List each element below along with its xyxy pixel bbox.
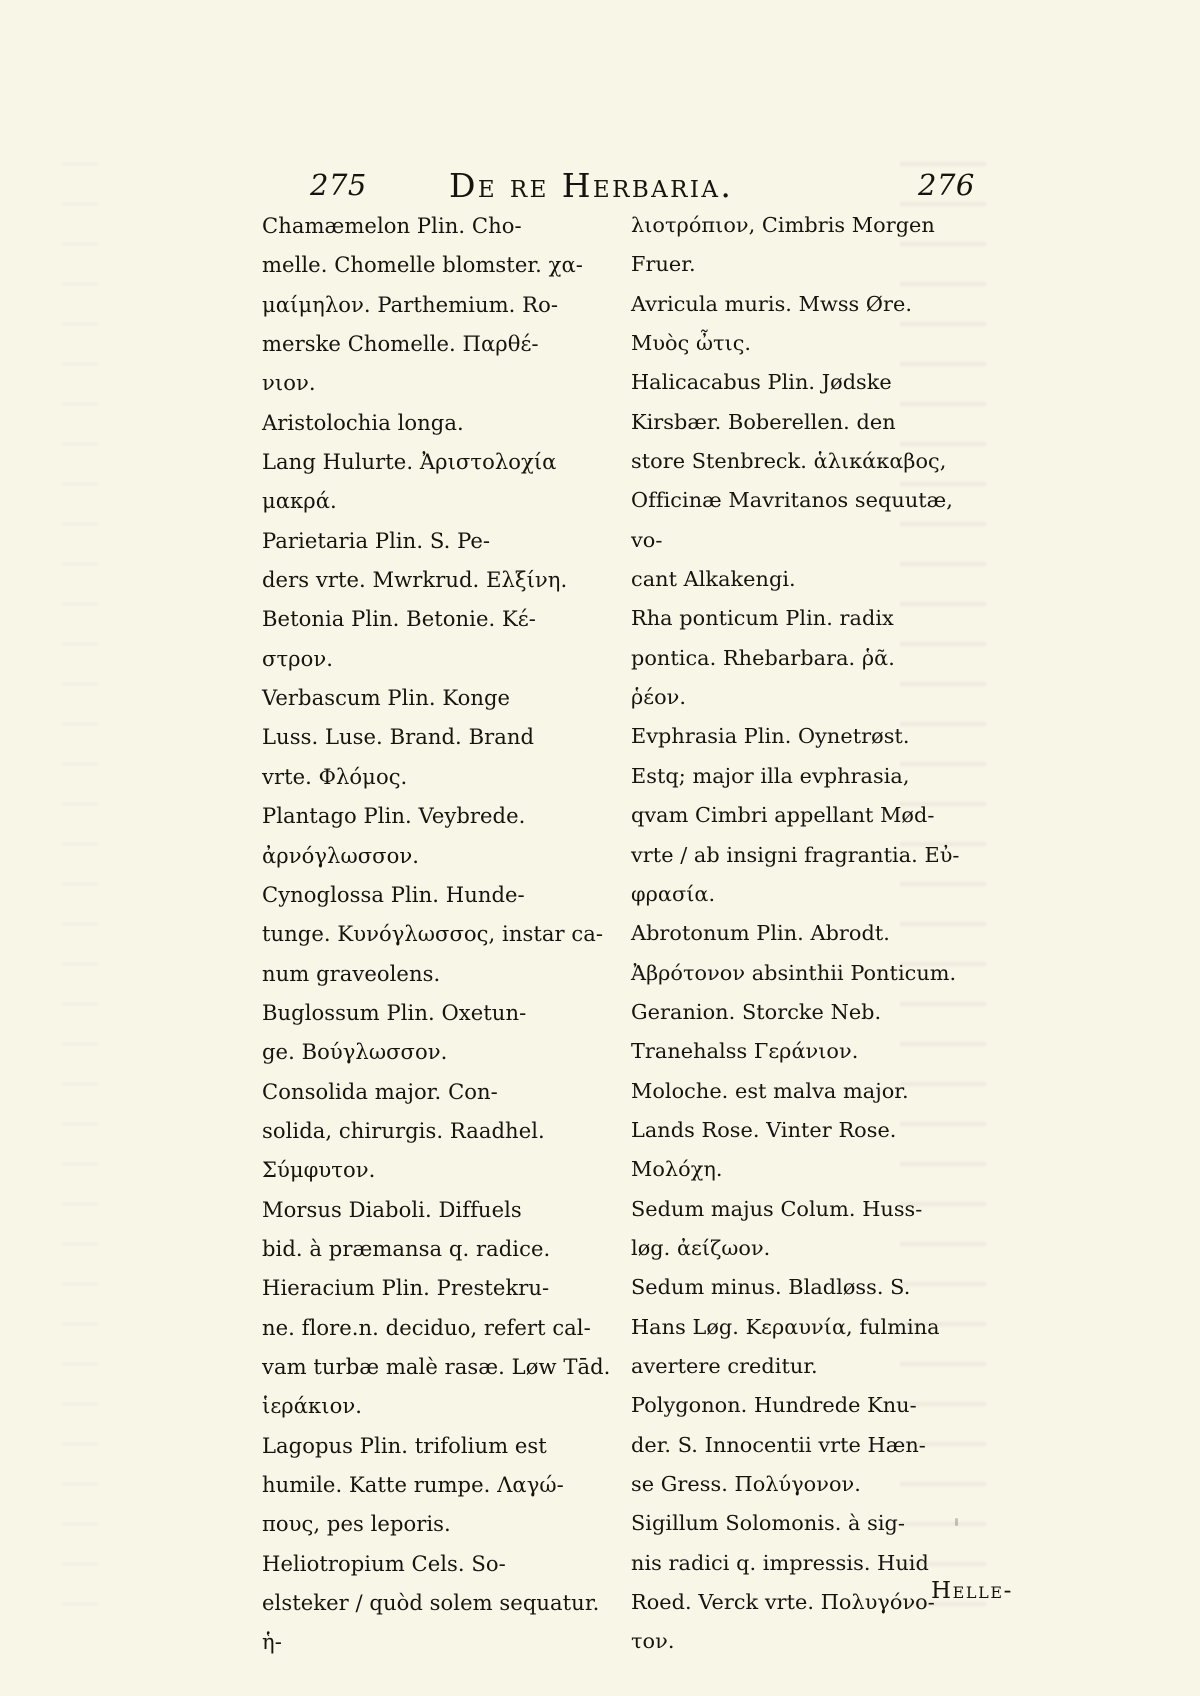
ink-speck <box>955 1518 958 1526</box>
page-number-left: 275 <box>310 168 367 202</box>
running-header <box>256 166 994 208</box>
catchword: Helle- <box>931 1578 1014 1604</box>
page-number-right: 276 <box>918 168 975 202</box>
left-column-text: Chamæmelon Plin. Cho- melle. Chomelle blomster. χα- μαίμηλον. Parthemium. Ro- merske Chomelle. Παρθέ- νιον. Aristolochia longa. Lang Hulurte. Ἀριστολοχία μακρά. Parietaria Plin. S. Pe- ders vrte. Mwrkrud. Ελξίνη. Betonia Plin. Betonie. Κέ- στρον. Verbascum Plin. Konge Luss. Luse. Brand. Brand vrte. Φλόμος. Plantago Plin. Veybrede. ἀρνόγλωσσον. Cynoglossa Plin. Hunde- tunge. Κυνόγλωσσος, instar ca- num graveolens. Buglossum Plin. Oxetun- ge. Βούγλωσσον. Consolida major. Con- solida, chirurgis. Raadhel. Σύμφυτον. Morsus Diaboli. Diffuels bid. à præmansa q. radice. Hieracium Plin. Prestekru- ne. flore.n. deciduo, refert cal- vam turbæ malè rasæ. Løw Tād. ἱεράκιον. Lagopus Plin. trifolium est humile. Katte rumpe. Λαγώ- πους, pes leporis. Heliotropium Cels. So- elsteker / quòd solem sequatur. ἡ- <box>262 213 611 1655</box>
right-column-text: λιοτρόπιον, Cimbris Morgen Fruer. Avricula muris. Mwss Øre. Μυὸς ὦτις. Halicacabus Plin. Jødske Kirsbær. Boberellen. den store Stenbreck. ἁλικάκαβος, Officinæ Mavritanos sequutæ, vo- cant Alkakengi. Rha ponticum Plin. radix pontica. Rhebarbara. ῥᾶ. ῥέον. Evphrasia Plin. Oynetrøst. Estq; major illa evphrasia, qvam Cimbri appellant Mød- vrte / ab insigni fragrantia. Εὐ- φρασία. Abrotonum Plin. Abrodt. Ἀβρότονον absinthii Ponticum. Geranion. Storcke Neb. Tranehalss Γεράνιον. Moloche. est malva major. Lands Rose. Vinter Rose. Μολόχη. Sedum majus Colum. Huss- løg. ἀείζωον. Sedum minus. Bladløss. S. Hans Løg. Κεραυνία, fulmina avertere creditur. Polygonon. Hundrede Knu- der. S. Innocentii vrte Hæn- se Gress. Πολύγονον. Sigillum Solomonis. à sig- nis radici q. impressis. Huid Roed. Verck vrte. Πολυγόνο- τον. <box>631 213 960 1654</box>
show-through-margin-left <box>62 162 98 1632</box>
left-column <box>262 206 622 1655</box>
running-title: De re Herbaria. <box>449 166 734 205</box>
